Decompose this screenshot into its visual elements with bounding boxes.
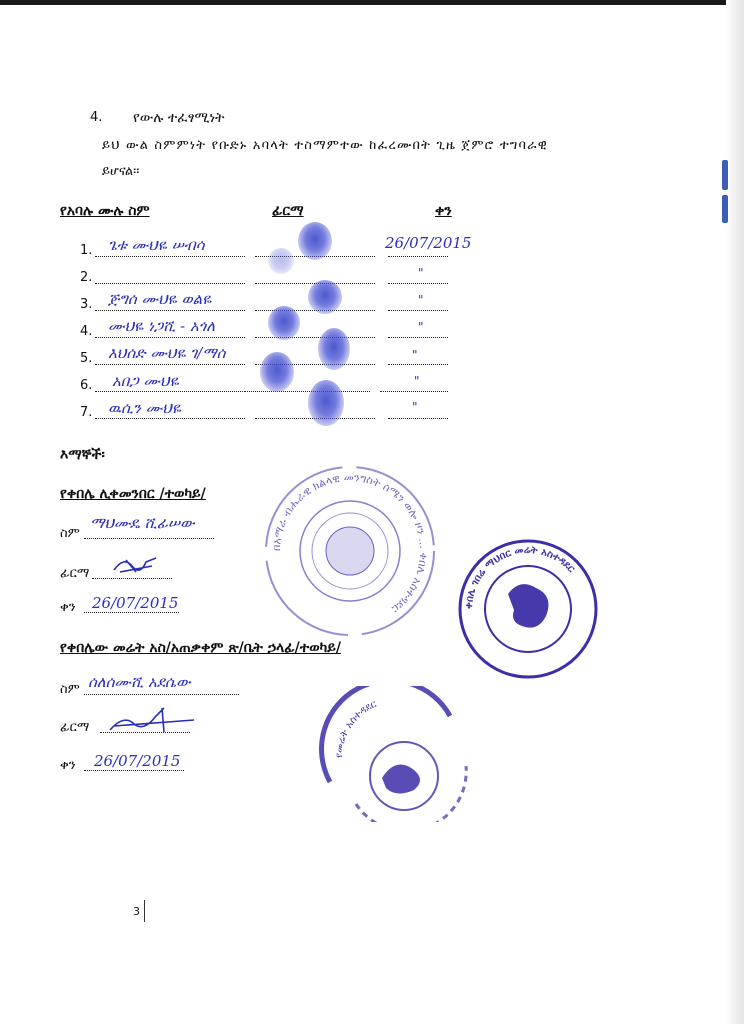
kebele-date-label: ቀን bbox=[60, 600, 76, 615]
thumbprint bbox=[268, 248, 294, 274]
member-date: 26/07/2015 bbox=[385, 234, 472, 252]
name-line bbox=[95, 391, 245, 392]
edge-ink-mark bbox=[722, 195, 728, 223]
kebele-signature-label: ፊርማ bbox=[60, 566, 90, 581]
kebele-signature-line bbox=[92, 578, 172, 579]
ditto-mark: " bbox=[412, 348, 418, 362]
land-name-label: ስም bbox=[60, 682, 80, 697]
scan-right-edge bbox=[726, 0, 744, 1024]
land-signature-label: ፊርማ bbox=[60, 720, 90, 735]
scan-top-border bbox=[0, 0, 744, 5]
kebele-name-line bbox=[84, 538, 214, 539]
member-name: አበጋ ሙህዬ bbox=[112, 372, 179, 390]
land-name-line bbox=[84, 694, 239, 695]
name-line bbox=[95, 337, 245, 338]
name-line bbox=[95, 364, 245, 365]
kebele-date-line bbox=[84, 612, 179, 613]
row-number: 4. bbox=[80, 324, 93, 339]
member-name: እህሰድ ሙህዬ ገ/ማሰ bbox=[108, 344, 226, 362]
clause-body-line1: ይህ ውል ስምምነት የቡድኑ አባላት ተስማምተው ከፈረሙበት ጊዜ ጀምሮ ተግባራዊ bbox=[102, 138, 548, 153]
thumbprint bbox=[308, 380, 344, 426]
seal-text: ቀበሌ ገበሬ ማህበር መሬት አስተዳደር bbox=[463, 544, 577, 610]
kebele-date-value: 26/07/2015 bbox=[92, 594, 179, 612]
thumbprint bbox=[308, 280, 342, 314]
kebele-handwritten-signature bbox=[112, 552, 162, 578]
thumbprint bbox=[298, 222, 332, 260]
seal-text: የመሬት አስተዳደር bbox=[333, 698, 379, 759]
row-number: 6. bbox=[80, 378, 93, 393]
land-handwritten-signature bbox=[104, 704, 200, 738]
name-line bbox=[95, 256, 245, 257]
kebele-chair-title: የቀበሌ ሊቀመንበር /ተወካይ/ bbox=[60, 486, 206, 502]
svg-text:የመሬት አስተዳደር bbox=[334, 699, 379, 759]
row-number: 5. bbox=[80, 351, 93, 366]
ditto-mark: " bbox=[418, 320, 424, 334]
thumbprint bbox=[260, 352, 294, 392]
date-line bbox=[388, 418, 448, 419]
date-line bbox=[388, 283, 448, 284]
member-name: ሙህዬ ነጋሺ - አጎለ bbox=[108, 317, 216, 335]
member-name: ዉሲን ሙህዬ bbox=[108, 399, 181, 417]
land-date-label: ቀን bbox=[60, 758, 76, 773]
member-name: ጌቱ ሙህዬ ሠብሳ bbox=[108, 236, 205, 254]
land-office-title: የቀበሌው መሬት አስ/አጠቃቀም ጽ/ቤት ኃላፊ/ተወካይ/ bbox=[60, 640, 341, 656]
kebele-name-value: ማህሙዴ ሺፊሠው bbox=[90, 514, 195, 532]
land-name-value: ሰለሰሙሺ አደሴው bbox=[88, 673, 191, 691]
row-number: 2. bbox=[80, 270, 93, 285]
ditto-mark: " bbox=[418, 293, 424, 307]
name-line bbox=[95, 418, 245, 419]
row-number: 7. bbox=[80, 405, 93, 420]
office-seal bbox=[456, 538, 600, 680]
date-line bbox=[388, 337, 448, 338]
thumbprint bbox=[268, 306, 300, 340]
land-date-line bbox=[84, 770, 184, 771]
edge-ink-mark bbox=[722, 160, 728, 190]
row-number: 1. bbox=[80, 243, 93, 258]
date-line bbox=[388, 256, 448, 257]
seal-text: በአማራ ብሔራዊ ክልላዊ መንግስት ሰሜን ወሎ ዞን ... ቀበሌ አስተዳደር bbox=[269, 470, 431, 616]
clause-body-line2: ይሆናል፡፡ bbox=[102, 164, 140, 179]
kebele-name-label: ስም bbox=[60, 526, 80, 541]
ditto-mark: " bbox=[414, 374, 420, 388]
page-number-divider bbox=[144, 900, 145, 922]
col-header-date: ቀን bbox=[435, 203, 452, 219]
col-header-signature: ፊርማ bbox=[272, 203, 304, 219]
member-name: ጅግሰ ሙህዬ ወልዬ bbox=[108, 290, 212, 308]
signature-line bbox=[255, 337, 375, 338]
kebele-administration-seal bbox=[262, 462, 438, 640]
ditto-mark: " bbox=[418, 266, 424, 280]
name-line bbox=[95, 310, 245, 311]
date-line bbox=[380, 391, 448, 392]
clause-title: የውሉ ተፈፃሚነት bbox=[133, 110, 225, 126]
signature-line bbox=[245, 391, 370, 392]
date-line bbox=[388, 364, 448, 365]
witnesses-title: እማኞች፡ bbox=[60, 447, 105, 463]
land-office-seal bbox=[316, 686, 478, 822]
clause-number: 4. bbox=[90, 110, 103, 125]
row-number: 3. bbox=[80, 297, 93, 312]
name-line bbox=[95, 283, 245, 284]
page-number: 3 bbox=[133, 905, 140, 918]
land-date-value: 26/07/2015 bbox=[94, 752, 181, 770]
col-header-name: የአባሉ ሙሉ ስም bbox=[60, 203, 150, 219]
date-line bbox=[388, 310, 448, 311]
ditto-mark: " bbox=[412, 400, 418, 414]
thumbprint bbox=[318, 328, 350, 370]
